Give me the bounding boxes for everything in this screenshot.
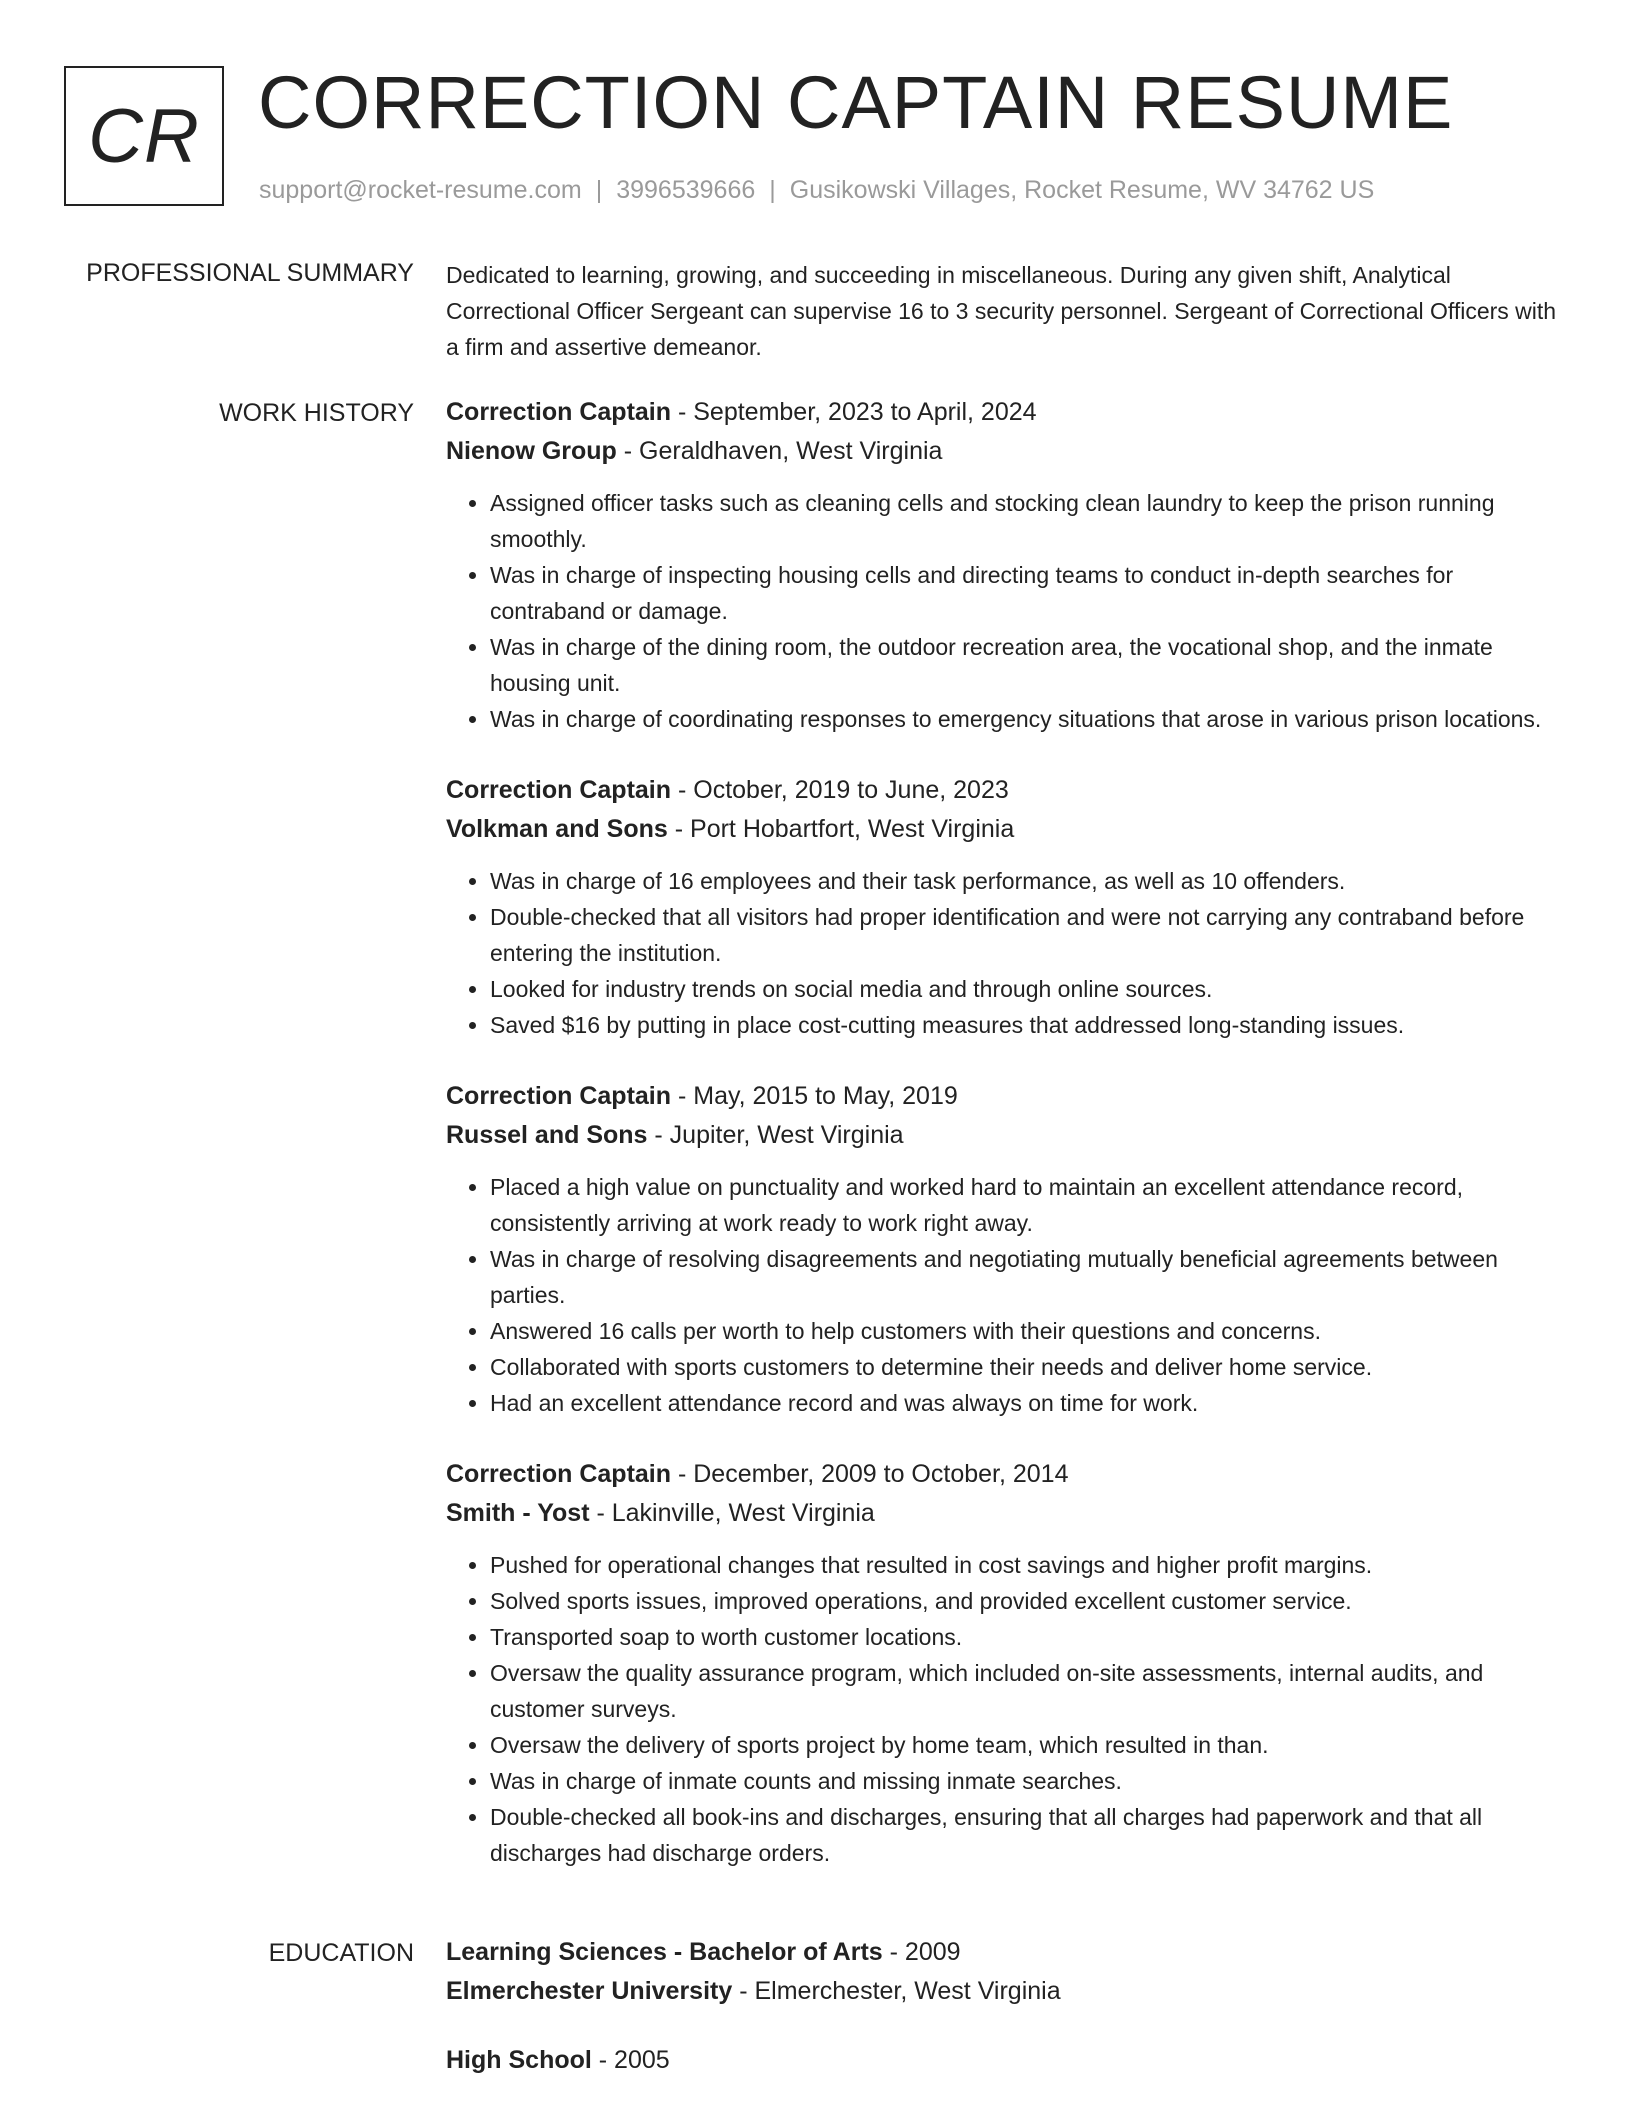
education-degree-line	[446, 1933, 1562, 1972]
job-company: Russel and Sons	[446, 1121, 648, 1149]
job-bullet: • Solved sports issues, improved operations, and provided excellent customer service.	[490, 1583, 1562, 1619]
job-title-line	[446, 771, 1562, 810]
section-label-work-history: WORK HISTORY	[219, 399, 414, 427]
contact-separator: |	[595, 176, 603, 204]
job-title-line	[446, 1455, 1562, 1494]
job-location: - Geraldhaven, West Virginia	[616, 437, 943, 465]
education-location: - Elmerchester, West Virginia	[732, 1977, 1061, 2005]
job-bullet: • Double-checked all book-ins and discharges, ensuring that all charges had paperwork and that all discharges had discharge orders.	[490, 1799, 1562, 1871]
job-bullet: • Collaborated with sports customers to determine their needs and deliver home service.	[490, 1349, 1562, 1385]
job-bullet: • Was in charge of inmate counts and missing inmate searches.	[490, 1763, 1562, 1799]
job-bullets	[446, 1169, 1562, 1421]
job-location: - Lakinville, West Virginia	[589, 1499, 875, 1527]
job-bullet: • Transported soap to worth customer locations.	[490, 1619, 1562, 1655]
job-bullet: • Was in charge of 16 employees and their task performance, as well as 10 offenders.	[490, 863, 1562, 899]
summary-section	[446, 257, 1562, 365]
job-location: - Jupiter, West Virginia	[647, 1121, 904, 1149]
job-bullet: • Assigned officer tasks such as cleaning cells and stocking clean laundry to keep the prison running smoothly.	[490, 485, 1562, 557]
job-entry	[446, 1455, 1562, 1871]
job-title-line	[446, 1077, 1562, 1116]
section-label-summary: PROFESSIONAL SUMMARY	[86, 259, 414, 287]
job-entry	[446, 771, 1562, 1043]
education-degree: High School	[446, 2046, 592, 2074]
education-entry	[446, 1933, 1562, 2011]
job-bullet: • Had an excellent attendance record and was always on time for work.	[490, 1385, 1562, 1421]
job-company-line	[446, 810, 1562, 849]
education-school: Elmerchester University	[446, 1977, 733, 2005]
job-title: Correction Captain	[446, 776, 672, 804]
job-company: Nienow Group	[446, 437, 617, 465]
job-title: Correction Captain	[446, 398, 672, 426]
resume-title: CORRECTION CAPTAIN RESUME	[258, 61, 1454, 144]
job-bullet: • Saved $16 by putting in place cost-cutting measures that addressed long-standing issues.	[490, 1007, 1562, 1043]
job-location: - Port Hobartfort, West Virginia	[667, 815, 1015, 843]
job-company-line	[446, 432, 1562, 471]
job-dates: - September, 2023 to April, 2024	[671, 398, 1037, 426]
job-entry	[446, 393, 1562, 737]
job-bullet: • Was in charge of inspecting housing cells and directing teams to conduct in-depth searches for contraband or damage.	[490, 557, 1562, 629]
job-bullet: • Was in charge of coordinating responses to emergency situations that arose in various prison locations.	[490, 701, 1562, 737]
monogram-text: CR	[88, 93, 200, 179]
job-bullet: • Oversaw the delivery of sports project by home team, which resulted in than.	[490, 1727, 1562, 1763]
education-year: - 2005	[591, 2046, 670, 2074]
job-bullet: • Pushed for operational changes that resulted in cost savings and higher profit margins.	[490, 1547, 1562, 1583]
monogram-logo	[64, 66, 224, 206]
section-label-education: EDUCATION	[268, 1939, 414, 1967]
job-bullet: • Placed a high value on punctuality and worked hard to maintain an excellent attendance record, consistently arriving at work ready to work right away.	[490, 1169, 1562, 1241]
job-bullet: • Double-checked that all visitors had proper identification and were not carrying any contraband before entering the institution.	[490, 899, 1562, 971]
job-bullet: • Answered 16 calls per worth to help customers with their questions and concerns.	[490, 1313, 1562, 1349]
job-bullet: • Was in charge of resolving disagreements and negotiating mutually beneficial agreements between parties.	[490, 1241, 1562, 1313]
job-company: Volkman and Sons	[446, 815, 668, 843]
job-bullet: • Looked for industry trends on social media and through online sources.	[490, 971, 1562, 1007]
contact-line	[259, 174, 1374, 206]
education-entry	[446, 2041, 1562, 2080]
job-company: Smith - Yost	[446, 1499, 590, 1527]
job-dates: - December, 2009 to October, 2014	[671, 1460, 1069, 1488]
contact-separator: |	[769, 176, 776, 204]
contact-email: support@rocket-resume.com	[259, 176, 582, 204]
job-dates: - May, 2015 to May, 2019	[671, 1082, 958, 1110]
job-company-line	[446, 1116, 1562, 1155]
job-entry	[446, 1077, 1562, 1421]
job-bullet: • Oversaw the quality assurance program, which included on-site assessments, internal audits, and customer surveys.	[490, 1655, 1562, 1727]
job-title-line	[446, 393, 1562, 432]
education-degree: Learning Sciences - Bachelor of Arts	[446, 1938, 883, 1966]
education-year: - 2009	[882, 1938, 961, 1966]
job-dates: - October, 2019 to June, 2023	[671, 776, 1009, 804]
summary-text: Dedicated to learning, growing, and succeeding in miscellaneous. During any given shift, Analytical Correctional Officer Sergeant can supervise 16 to 3 security personnel. Sergeant of Correctional Officers with a firm and assertive demeanor.	[446, 262, 1557, 360]
education-school-line	[446, 1972, 1562, 2011]
job-title: Correction Captain	[446, 1460, 672, 1488]
work-history-section	[446, 393, 1562, 1905]
job-bullets	[446, 863, 1562, 1043]
contact-phone: 3996539666	[616, 176, 756, 204]
education-degree-line	[446, 2041, 1562, 2080]
job-bullets	[446, 1547, 1562, 1871]
job-title: Correction Captain	[446, 1082, 672, 1110]
job-company-line	[446, 1494, 1562, 1533]
job-bullet: • Was in charge of the dining room, the outdoor recreation area, the vocational shop, and the inmate housing unit.	[490, 629, 1562, 701]
contact-address: Gusikowski Villages, Rocket Resume, WV 34762 US	[789, 176, 1375, 204]
education-section	[446, 1933, 1562, 2110]
job-bullets	[446, 485, 1562, 737]
